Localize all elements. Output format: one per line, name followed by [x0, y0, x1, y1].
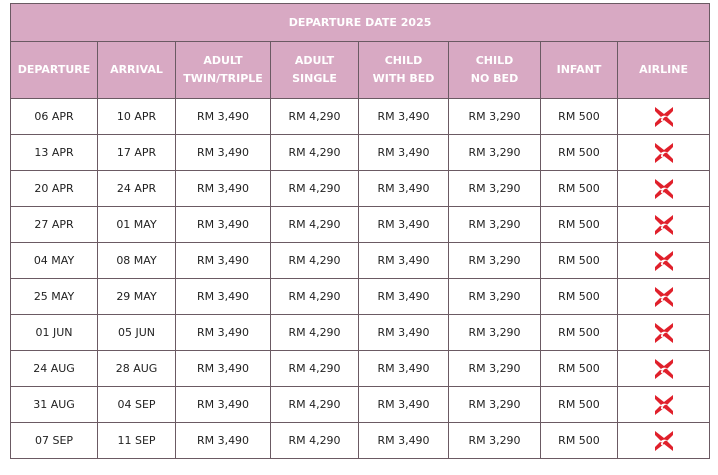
table-row [11, 423, 710, 459]
column-header-adult-twin-triple [176, 42, 271, 99]
cell-child-bed: RM 3,490 [359, 171, 449, 207]
airasia-logo-icon [653, 393, 675, 417]
column-header-line: ARRIVAL [110, 63, 163, 76]
cell-adult-twin: RM 3,490 [176, 99, 271, 135]
cell-infant: RM 500 [541, 387, 618, 423]
cell-child-nobed: RM 3,290 [449, 423, 541, 459]
cell-adult-single: RM 4,290 [271, 207, 359, 243]
table-row [11, 135, 710, 171]
cell-child-nobed: RM 3,290 [449, 99, 541, 135]
airasia-logo-icon [653, 321, 675, 345]
table-row [11, 99, 710, 135]
cell-infant: RM 500 [541, 99, 618, 135]
cell-adult-twin: RM 3,490 [176, 315, 271, 351]
table-row [11, 351, 710, 387]
cell-departure: 27 APR [11, 207, 98, 243]
airasia-logo-icon [653, 177, 675, 201]
cell-arrival: 04 SEP [98, 387, 176, 423]
cell-adult-single: RM 4,290 [271, 351, 359, 387]
column-header-line: INFANT [556, 63, 602, 76]
cell-airline [618, 279, 710, 315]
cell-adult-single: RM 4,290 [271, 387, 359, 423]
cell-arrival: 01 MAY [98, 207, 176, 243]
column-header-adult-single [271, 42, 359, 99]
column-header-line: DEPARTURE [17, 63, 91, 76]
cell-adult-twin: RM 3,490 [176, 135, 271, 171]
cell-child-nobed: RM 3,290 [449, 315, 541, 351]
cell-adult-twin: RM 3,490 [176, 279, 271, 315]
cell-adult-twin: RM 3,490 [176, 387, 271, 423]
column-header-infant [541, 42, 618, 99]
airasia-logo-icon [653, 285, 675, 309]
cell-adult-single: RM 4,290 [271, 135, 359, 171]
cell-child-bed: RM 3,490 [359, 423, 449, 459]
cell-departure: 01 JUN [11, 315, 98, 351]
cell-airline [618, 243, 710, 279]
cell-infant: RM 500 [541, 243, 618, 279]
cell-airline [618, 387, 710, 423]
cell-airline [618, 171, 710, 207]
cell-airline [618, 315, 710, 351]
airasia-logo-icon [653, 213, 675, 237]
airasia-logo-icon [653, 429, 675, 453]
cell-adult-twin: RM 3,490 [176, 171, 271, 207]
column-header-child-with-bed [359, 42, 449, 99]
cell-arrival: 24 APR [98, 171, 176, 207]
cell-infant: RM 500 [541, 207, 618, 243]
column-header-airline [618, 42, 710, 99]
cell-infant: RM 500 [541, 171, 618, 207]
cell-child-bed: RM 3,490 [359, 279, 449, 315]
table-body [11, 99, 710, 459]
cell-infant: RM 500 [541, 315, 618, 351]
cell-departure: 31 AUG [11, 387, 98, 423]
cell-infant: RM 500 [541, 423, 618, 459]
cell-departure: 24 AUG [11, 351, 98, 387]
cell-departure: 07 SEP [11, 423, 98, 459]
table-row [11, 387, 710, 423]
cell-adult-single: RM 4,290 [271, 171, 359, 207]
cell-child-bed: RM 3,490 [359, 315, 449, 351]
cell-adult-twin: RM 3,490 [176, 351, 271, 387]
cell-adult-single: RM 4,290 [271, 315, 359, 351]
column-header-line: ADULT [203, 54, 243, 67]
table-row [11, 315, 710, 351]
cell-airline [618, 135, 710, 171]
table-row [11, 171, 710, 207]
cell-infant: RM 500 [541, 279, 618, 315]
cell-adult-twin: RM 3,490 [176, 207, 271, 243]
table-row [11, 243, 710, 279]
column-header-child-no-bed [449, 42, 541, 99]
airasia-logo-icon [653, 357, 675, 381]
cell-child-nobed: RM 3,290 [449, 279, 541, 315]
cell-adult-single: RM 4,290 [271, 423, 359, 459]
column-header-arrival [98, 42, 176, 99]
table-row [11, 207, 710, 243]
airasia-logo-icon [653, 249, 675, 273]
cell-arrival: 17 APR [98, 135, 176, 171]
column-header-line: CHILD [475, 54, 514, 67]
cell-arrival: 08 MAY [98, 243, 176, 279]
cell-arrival: 28 AUG [98, 351, 176, 387]
cell-departure: 20 APR [11, 171, 98, 207]
fare-table [10, 3, 710, 459]
column-header-line: WITH BED [372, 72, 435, 85]
cell-child-bed: RM 3,490 [359, 135, 449, 171]
cell-infant: RM 500 [541, 351, 618, 387]
cell-adult-twin: RM 3,490 [176, 423, 271, 459]
cell-child-nobed: RM 3,290 [449, 207, 541, 243]
column-header-departure [11, 42, 98, 99]
table-title: DEPARTURE DATE 2025 [11, 4, 710, 42]
cell-arrival: 11 SEP [98, 423, 176, 459]
cell-child-nobed: RM 3,290 [449, 387, 541, 423]
cell-child-nobed: RM 3,290 [449, 351, 541, 387]
cell-child-bed: RM 3,490 [359, 351, 449, 387]
column-header-line: CHILD [384, 54, 423, 67]
cell-airline [618, 207, 710, 243]
cell-child-bed: RM 3,490 [359, 387, 449, 423]
column-header-row [11, 42, 710, 99]
cell-departure: 13 APR [11, 135, 98, 171]
cell-infant: RM 500 [541, 135, 618, 171]
cell-arrival: 10 APR [98, 99, 176, 135]
airasia-logo-icon [653, 105, 675, 129]
column-header-line: NO BED [470, 72, 519, 85]
cell-child-nobed: RM 3,290 [449, 135, 541, 171]
cell-child-nobed: RM 3,290 [449, 171, 541, 207]
cell-adult-single: RM 4,290 [271, 279, 359, 315]
cell-airline [618, 99, 710, 135]
cell-child-bed: RM 3,490 [359, 243, 449, 279]
cell-adult-single: RM 4,290 [271, 99, 359, 135]
cell-airline [618, 351, 710, 387]
cell-adult-twin: RM 3,490 [176, 243, 271, 279]
cell-airline [618, 423, 710, 459]
cell-arrival: 05 JUN [98, 315, 176, 351]
cell-child-bed: RM 3,490 [359, 207, 449, 243]
cell-departure: 06 APR [11, 99, 98, 135]
cell-child-nobed: RM 3,290 [449, 243, 541, 279]
cell-arrival: 29 MAY [98, 279, 176, 315]
column-header-line: SINGLE [292, 72, 337, 85]
cell-adult-single: RM 4,290 [271, 243, 359, 279]
cell-departure: 04 MAY [11, 243, 98, 279]
column-header-line: TWIN/TRIPLE [183, 72, 263, 85]
cell-child-bed: RM 3,490 [359, 99, 449, 135]
column-header-line: AIRLINE [639, 63, 688, 76]
airasia-logo-icon [653, 141, 675, 165]
cell-departure: 25 MAY [11, 279, 98, 315]
column-header-line: ADULT [294, 54, 335, 67]
table-row [11, 279, 710, 315]
